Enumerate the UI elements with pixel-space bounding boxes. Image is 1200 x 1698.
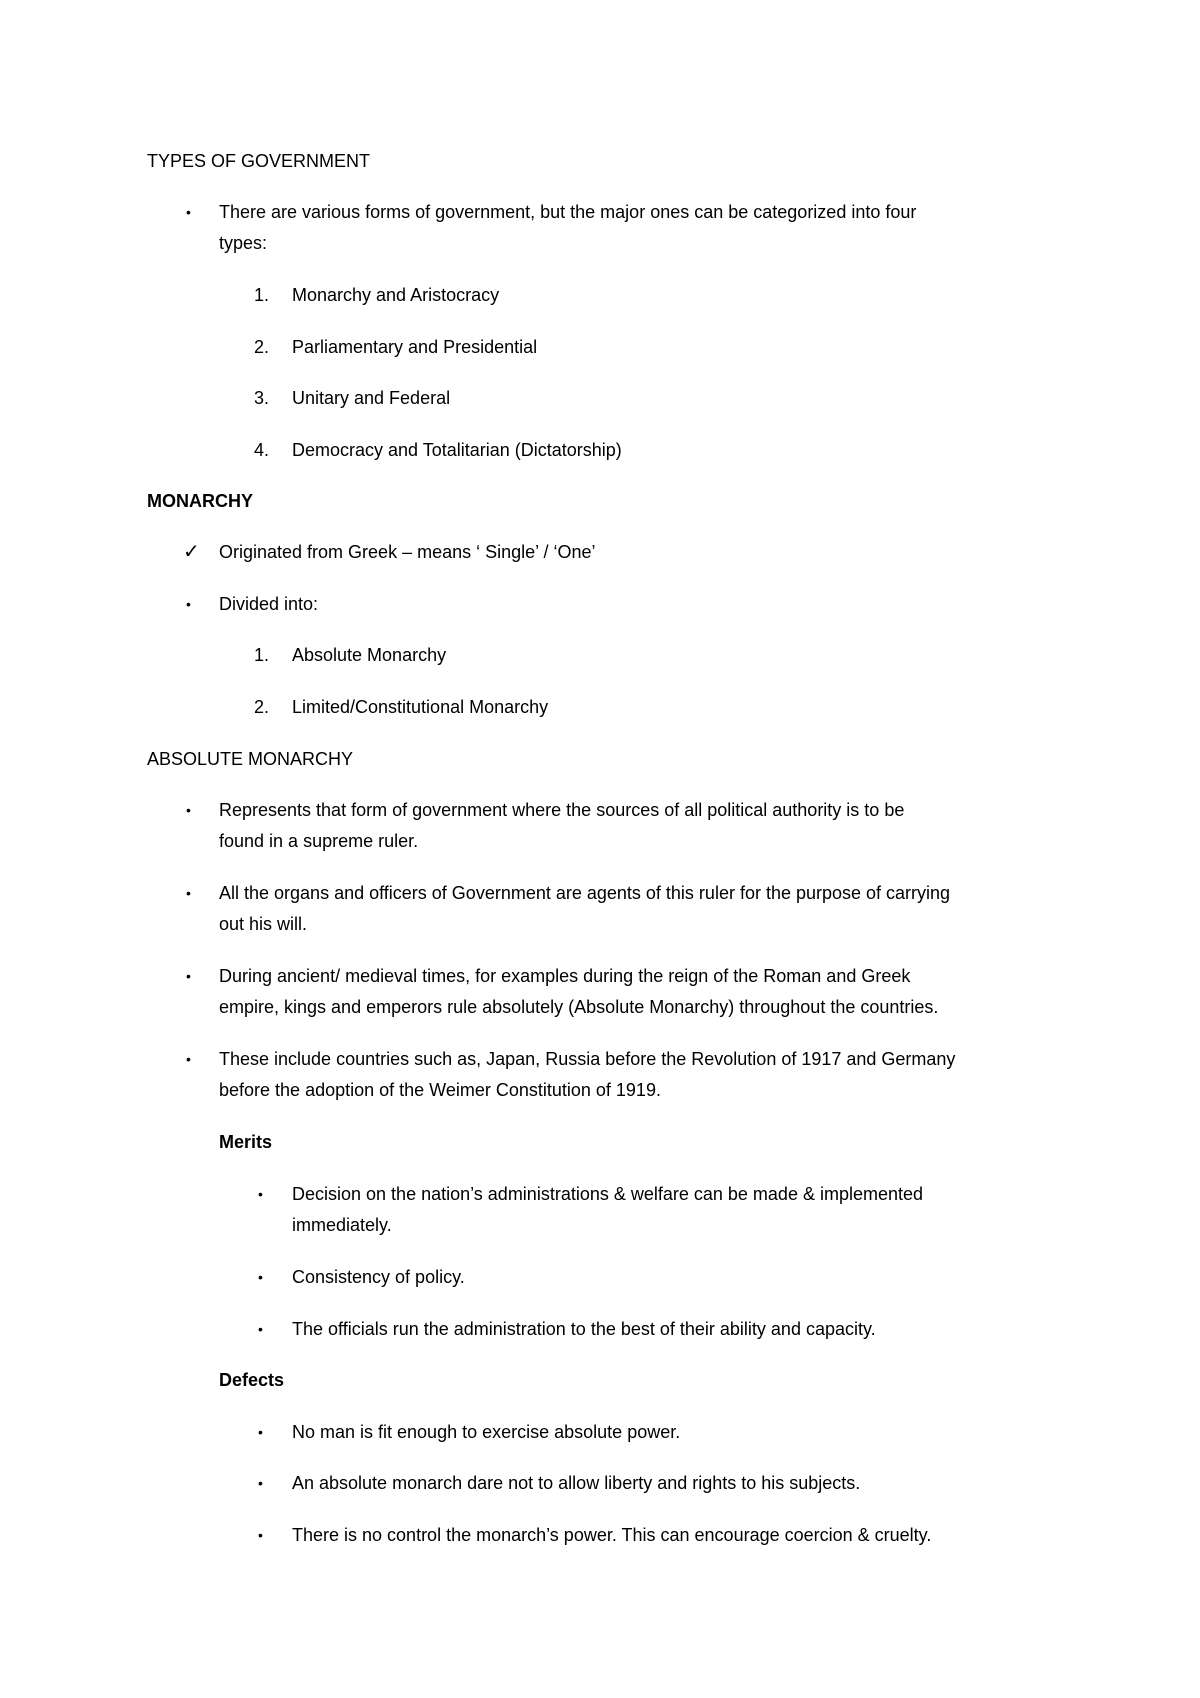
list-item-number: 4. — [254, 440, 270, 460]
point-text-line1: These include countries such as, Japan, Russia before the Revolution of 1917 and Germany — [219, 1049, 956, 1069]
bullet-icon: • — [186, 968, 191, 984]
point-text-line2: empire, kings and emperors rule absolutely (Absolute Monarchy) throughout the countries. — [219, 997, 939, 1017]
check-item-text: Originated from Greek – means ‘ Single’ / ‘One’ — [219, 542, 596, 562]
list-item-text: Monarchy and Aristocracy — [292, 285, 500, 305]
merit-text-line1: Decision on the nation’s administrations & welfare can be made & implemented — [292, 1184, 924, 1204]
point-text-line2: before the adoption of the Weimer Constitution of 1919. — [219, 1080, 661, 1100]
bullet-icon: • — [258, 1424, 263, 1440]
list-item-number: 1. — [254, 285, 270, 305]
bullet-icon: • — [186, 1051, 191, 1067]
point-text-line2: out his will. — [219, 914, 308, 934]
merit-text-line1: Consistency of policy. — [292, 1267, 465, 1287]
defect-text-line1: No man is fit enough to exercise absolute power. — [292, 1422, 681, 1442]
bullet-icon: • — [258, 1269, 263, 1285]
bullet-icon: • — [258, 1527, 263, 1543]
bullet-icon: • — [186, 885, 191, 901]
section-heading-monarchy: MONARCHY — [147, 491, 253, 511]
subheading-merits: Merits — [219, 1132, 273, 1152]
section-heading-absolute-monarchy: ABSOLUTE MONARCHY — [147, 749, 354, 769]
bullet-icon: • — [186, 204, 191, 220]
point-text-line1: During ancient/ medieval times, for examples during the reign of the Roman and Greek — [219, 966, 911, 986]
list-item-text: Democracy and Totalitarian (Dictatorship) — [292, 440, 622, 460]
bullet-icon: • — [258, 1321, 263, 1337]
defect-text-line1: An absolute monarch dare not to allow liberty and rights to his subjects. — [292, 1473, 861, 1493]
list-item-number: 1. — [254, 645, 270, 665]
bullet-icon: • — [186, 802, 191, 818]
document-title: TYPES OF GOVERNMENT — [147, 151, 371, 171]
list-item-text: Absolute Monarchy — [292, 645, 447, 665]
divided-into-text: Divided into: — [219, 594, 319, 614]
checkmark-icon: ✓ — [183, 541, 200, 563]
list-item-number: 2. — [254, 337, 270, 357]
bullet-icon: • — [258, 1475, 263, 1491]
merit-text-line2: immediately. — [292, 1215, 392, 1235]
point-text-line2: found in a supreme ruler. — [219, 831, 419, 851]
list-item-text: Parliamentary and Presidential — [292, 337, 538, 357]
intro-text-line2: types: — [219, 233, 268, 253]
intro-text-line1: There are various forms of government, but the major ones can be categorized into four — [219, 202, 917, 222]
list-item-number: 2. — [254, 697, 270, 717]
point-text-line1: All the organs and officers of Government are agents of this ruler for the purpose of carrying — [219, 883, 951, 903]
list-item-text: Limited/Constitutional Monarchy — [292, 697, 549, 717]
list-item-text: Unitary and Federal — [292, 388, 451, 408]
list-item-number: 3. — [254, 388, 270, 408]
bullet-icon: • — [258, 1186, 263, 1202]
merit-text-line1: The officials run the administration to the best of their ability and capacity. — [292, 1319, 876, 1339]
point-text-line1: Represents that form of government where the sources of all political authority is to be — [219, 800, 905, 820]
defect-text-line1: There is no control the monarch’s power. This can encourage coercion & cruelty. — [292, 1525, 932, 1545]
subheading-defects: Defects — [219, 1370, 285, 1390]
bullet-icon: • — [186, 596, 191, 612]
